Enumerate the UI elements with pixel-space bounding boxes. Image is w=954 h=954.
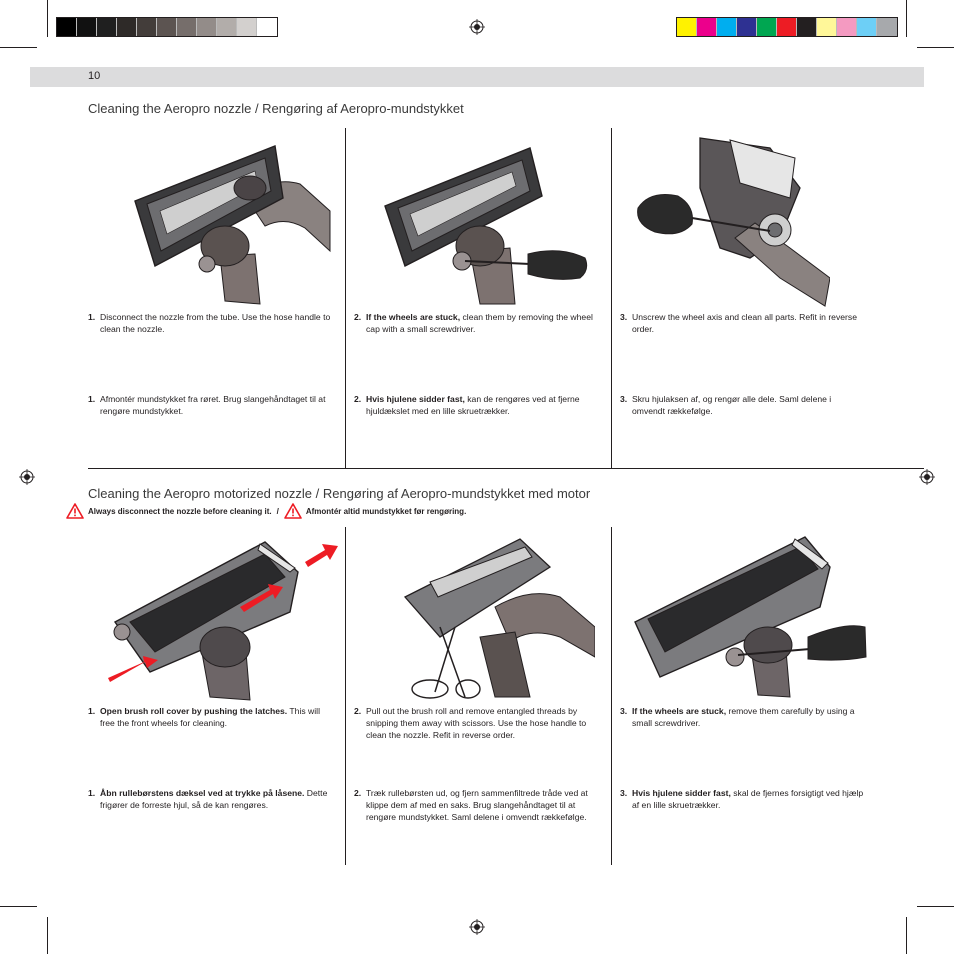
process-swatch bbox=[777, 18, 797, 36]
process-color-bar bbox=[676, 17, 898, 37]
crop-mark bbox=[906, 917, 907, 954]
motor-step-2-da: 2. Træk rullebørsten ud, og fjern sammenfiltrede tråde ved at klippe dem af med en saks. Brug slangehåndtaget til at rengøre mundstykket. Saml delene i omvendt rækkefølge. bbox=[354, 788, 588, 822]
registration-mark-icon bbox=[19, 469, 35, 485]
warning-text-da: Afmontér altid mundstykket før rengøring. bbox=[305, 506, 467, 516]
gray-swatch bbox=[177, 18, 197, 36]
process-swatch bbox=[757, 18, 777, 36]
illustration-open-brush-cover bbox=[100, 532, 340, 702]
process-swatch bbox=[797, 18, 817, 36]
step-2-da: 2. Hvis hjulene sidder fast, kan de rengøres ved at fjerne hjuldækslet med en lille skruetrækker. bbox=[354, 394, 580, 416]
step-1-da: 1. Afmontér mundstykket fra røret. Brug slangehåndtaget til at rengøre mundstykket. bbox=[88, 394, 326, 416]
section-divider bbox=[88, 468, 924, 469]
grayscale-color-bar bbox=[56, 17, 278, 37]
warning-separator: / bbox=[276, 506, 279, 516]
crop-mark bbox=[0, 906, 37, 907]
gray-swatch bbox=[137, 18, 157, 36]
motor-step-3-en: 3. If the wheels are stuck, remove them carefully by using a small screwdriver. bbox=[620, 706, 855, 728]
gray-swatch bbox=[57, 18, 77, 36]
gray-swatch bbox=[117, 18, 137, 36]
column-divider bbox=[345, 527, 346, 865]
motor-step-2-en: 2. Pull out the brush roll and remove entangled threads by snipping them away with scissors. Use the hose handle to clean the nozzle. Refit in reverse order. bbox=[354, 706, 587, 740]
illustration-wheel-axis bbox=[630, 128, 830, 308]
crop-mark bbox=[0, 47, 37, 48]
warning-triangle-icon bbox=[66, 503, 84, 519]
crop-mark bbox=[917, 906, 954, 907]
crop-mark bbox=[917, 47, 954, 48]
illustration-wheel-cap-screwdriver bbox=[380, 136, 590, 306]
process-swatch bbox=[717, 18, 737, 36]
process-swatch bbox=[677, 18, 697, 36]
gray-swatch bbox=[257, 18, 277, 36]
process-swatch bbox=[877, 18, 897, 36]
section-title-nozzle: Cleaning the Aeropro nozzle / Rengøring af Aeropro-mundstykket bbox=[88, 101, 464, 116]
illustration-remove-wheels bbox=[630, 527, 868, 699]
gray-swatch bbox=[217, 18, 237, 36]
gray-swatch bbox=[157, 18, 177, 36]
process-swatch bbox=[697, 18, 717, 36]
section-title-motorized-nozzle: Cleaning the Aeropro motorized nozzle / Rengøring af Aeropro-mundstykket med motor bbox=[88, 486, 591, 501]
crop-mark bbox=[47, 917, 48, 954]
step-2-en: 2. If the wheels are stuck, clean them by removing the wheel cap with a small screwdriver. bbox=[354, 312, 593, 334]
column-divider bbox=[611, 527, 612, 865]
column-divider bbox=[345, 128, 346, 468]
process-swatch bbox=[857, 18, 877, 36]
process-swatch bbox=[817, 18, 837, 36]
gray-swatch bbox=[197, 18, 217, 36]
column-divider bbox=[611, 128, 612, 468]
step-3-en: 3. Unscrew the wheel axis and clean all parts. Refit in reverse order. bbox=[620, 312, 857, 334]
registration-mark-icon bbox=[469, 919, 485, 935]
gray-swatch bbox=[97, 18, 117, 36]
process-swatch bbox=[737, 18, 757, 36]
illustration-brush-roll-scissors bbox=[400, 527, 595, 699]
step-3-da: 3. Skru hjulaksen af, og rengør alle dele. Saml delene i omvendt rækkefølge. bbox=[620, 394, 832, 416]
process-swatch bbox=[837, 18, 857, 36]
page-number: 10 bbox=[88, 70, 101, 82]
gray-swatch bbox=[237, 18, 257, 36]
warning-notice bbox=[66, 503, 466, 519]
crop-mark bbox=[906, 0, 907, 37]
step-1-en: 1. Disconnect the nozzle from the tube. Use the hose handle to clean the nozzle. bbox=[88, 312, 331, 334]
page-header-strip bbox=[30, 67, 924, 87]
motor-step-1-en: 1. Open brush roll cover by pushing the latches. This will free the front wheels for cleaning. bbox=[88, 706, 320, 728]
warning-triangle-icon bbox=[284, 503, 302, 519]
gray-swatch bbox=[77, 18, 97, 36]
crop-mark bbox=[47, 0, 48, 37]
motor-step-1-da: 1. Åbn rullebørstens dæksel ved at trykke på låsene. Dette frigører de forreste hjul, så de kan rengøres. bbox=[88, 788, 328, 810]
illustration-nozzle-disconnect bbox=[125, 136, 335, 306]
registration-mark-icon bbox=[469, 19, 485, 35]
warning-text-en: Always disconnect the nozzle before cleaning it. bbox=[88, 506, 272, 516]
motor-step-3-da: 3. Hvis hjulene sidder fast, skal de fjernes forsigtigt ved hjælp af en lille skruetrækker. bbox=[620, 788, 864, 810]
registration-mark-icon bbox=[919, 469, 935, 485]
